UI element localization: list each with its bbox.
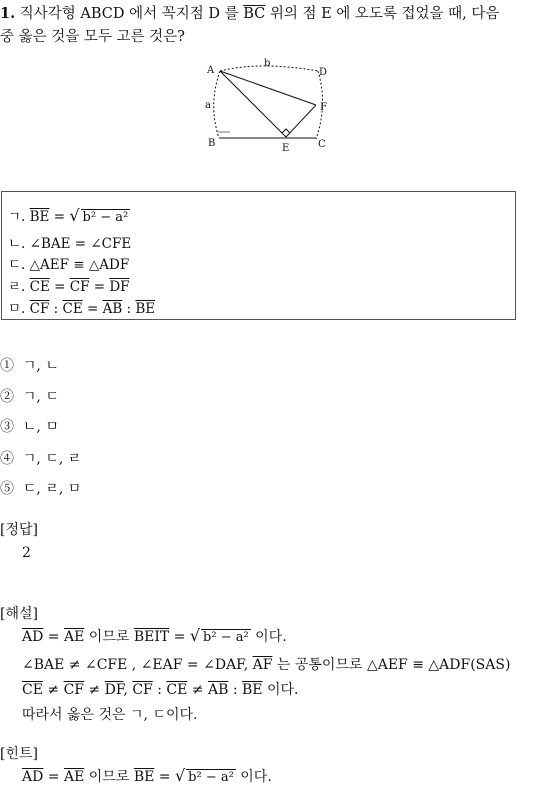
label-c: C <box>318 139 326 150</box>
statement-2: ㄴ. ∠BAE = ∠CFE <box>8 236 132 252</box>
label-b-side: b <box>264 58 271 69</box>
answer-header: [정답] <box>0 522 38 538</box>
explanation-line-4: 따라서 옳은 것은 ㄱ, ㄷ이다. <box>22 707 198 723</box>
question-line-2: 중 옳은 것을 모두 고른 것은? <box>0 29 185 45</box>
hint-header: [힌트] <box>0 746 38 762</box>
explanation-line-1: $\overline{AD} = \overline{AE}$ 이므로 BEIT = √ b² − a² 이다. <box>22 626 287 645</box>
question-text-prefix: 직사각형 ABCD 에서 꼭지점 D 를 <box>19 6 244 22</box>
option-1[interactable]: ① ㄱ, ㄴ <box>0 358 59 374</box>
question-number: 1. <box>0 5 16 22</box>
arc-left <box>214 71 220 138</box>
sqrt-expression: √ b² − a² <box>174 766 234 785</box>
option-5[interactable]: ⑤ ㄷ, ㄹ, ㅁ <box>0 481 82 497</box>
segment-af <box>220 71 316 105</box>
explanation-header: [해설] <box>0 606 38 622</box>
label-b: B <box>208 138 216 149</box>
statement-box <box>1 191 516 320</box>
hint-line: $\overline{AD} = \overline{AE}$ 이므로 $\overline{BE}$ = √ b² − a² 이다. <box>22 766 272 785</box>
question-text-suffix: 위의 점 E 에 오도록 접었을 때, 다음 <box>265 6 500 22</box>
explanation-line-3: $\overline{CE} \ne \overline{CF} \ne \overline{DF}$, $\overline{CF}$ : $\overline{CE} \ne \overline{AB}$ : $\overline{BE}$ 이다. <box>22 682 299 698</box>
option-4[interactable]: ④ ㄱ, ㄷ, ㄹ <box>0 451 82 467</box>
rectangle-fold-diagram <box>200 55 340 155</box>
statement-4: ㄹ. $\overline{CE} = \overline{CF} = \overline{DF}$ <box>8 279 130 295</box>
segment-bc: $\overline{BC}$ <box>243 6 266 22</box>
label-a: A <box>207 65 215 76</box>
segment-ae <box>220 71 286 137</box>
label-e: E <box>282 143 290 154</box>
label-f: F <box>320 102 327 113</box>
label-d: D <box>319 67 328 78</box>
sqrt-expression: √ b² − a² <box>189 626 249 645</box>
statement-3: ㄷ. △AEF ≡ △ADF <box>8 257 130 273</box>
option-3[interactable]: ③ ㄴ, ㅁ <box>0 419 59 435</box>
statement-1: ㄱ. $\overline{BE}$ = √ b² − a² <box>8 206 129 225</box>
explanation-line-2: ∠BAE ≠ ∠CFE , ∠EAF = ∠DAF, $\overline{AF}$ 는 공통이므로 △AEF ≡ △ADF(SAS) <box>22 657 511 673</box>
right-angle-mark <box>282 129 290 133</box>
question-line-1 <box>0 2 499 23</box>
sqrt-expression: √ b² − a² <box>69 206 129 225</box>
statement-5: ㅁ. $\overline{CF}$ : $\overline{CE} = \overline{AB}$ : $\overline{BE}$ <box>8 301 156 317</box>
segment-ef <box>286 105 316 137</box>
option-2[interactable]: ② ㄱ, ㄷ <box>0 389 59 405</box>
answer-value: 2 <box>22 545 31 561</box>
label-a-side: a <box>205 100 211 111</box>
